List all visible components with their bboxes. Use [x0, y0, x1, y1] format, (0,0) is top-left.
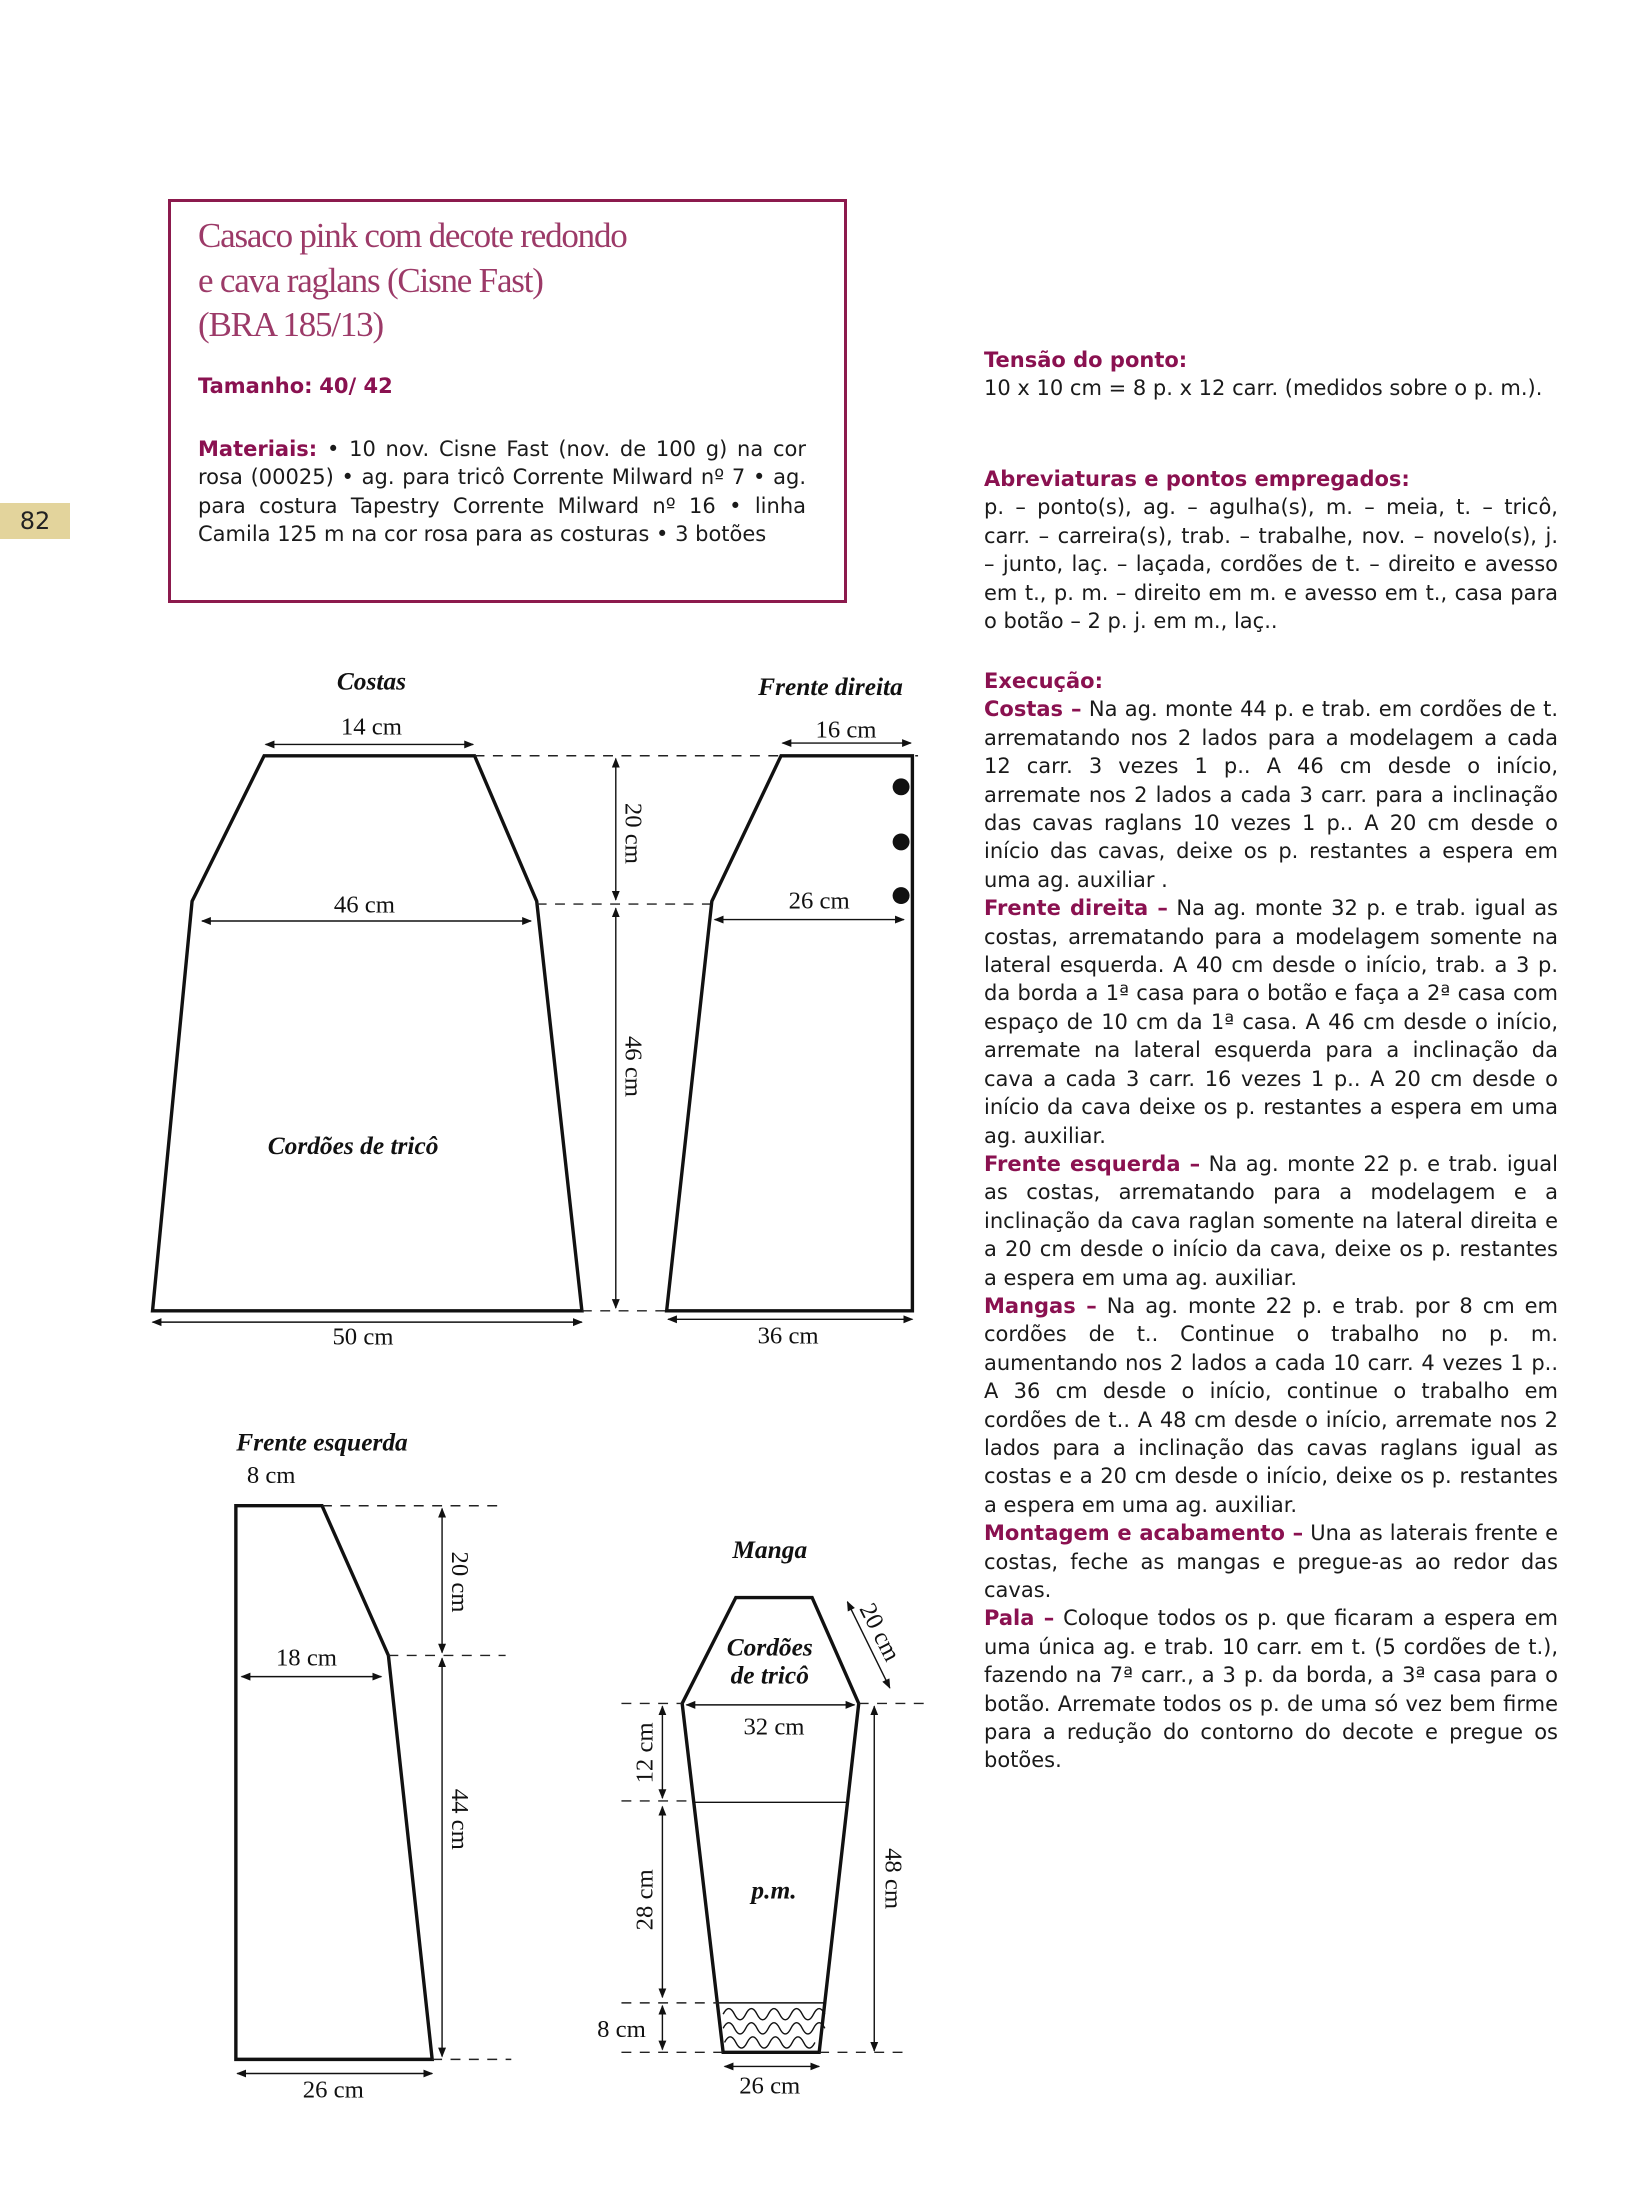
diagram-manga: [597, 1536, 925, 2099]
dim-label: 50 cm: [332, 1323, 394, 1351]
dim-label: 8 cm: [597, 2015, 646, 2043]
step-text: Na ag. monte 32 p. e trab. igual as costas, arrematando para a modelagem somente na lateral esquerda. A 40 cm desde o início, trab. a 3 p. da borda a 1ª casa para o botão e faça a 2ª casa com espaço de 10 cm da 1ª casa. A 46 cm desde o início, arremate na lateral esquerda para a inclinação da cava a cada 3 carr. 16 vezes 1 p.. A 20 cm desde o início da cava deixe os p. restantes a espera em uma ag. auxiliar.: [984, 896, 1558, 1148]
dim-label: 44 cm: [445, 1788, 473, 1850]
dim-label: 46 cm: [619, 1035, 647, 1098]
dim-label: 20 cm: [619, 802, 647, 864]
dim-label: 32 cm: [743, 1713, 805, 1741]
dim-label: 28 cm: [631, 1869, 659, 1931]
back-piece-outline: [153, 756, 582, 1311]
execution-heading: Execução:: [984, 669, 1103, 693]
title-line: e cava raglans (Cisne Fast): [198, 260, 543, 300]
dim-label: 26 cm: [788, 887, 850, 915]
tension-text: 10 x 10 cm = 8 p. x 12 carr. (medidos sobre o p. m.).: [984, 376, 1543, 401]
abbreviations-heading: Abreviaturas e pontos empregados:: [984, 467, 1410, 491]
diagram-title: Frente esquerda: [236, 1428, 408, 1457]
dim-label: 20 cm: [853, 1598, 906, 1666]
diagram-title: Costas: [336, 667, 407, 696]
size-value: 40/ 42: [319, 374, 393, 398]
dim-label: 26 cm: [302, 2076, 364, 2104]
materials-text: • 10 nov. Cisne Fast (nov. de 100 g) na cor rosa (00025) • ag. para tricô Corrente Milward nº 7 • ag. para costura Tapestry Corrente Milward nº 16 • linha Camila 125 m na cor rosa para as costuras • 3 botões: [198, 437, 806, 547]
dim-label: 12 cm: [631, 1722, 659, 1784]
dim-label: 20 cm: [445, 1551, 473, 1613]
step-text: Una as laterais frente e costas, feche as mangas e pregue-as ao redor das cavas.: [984, 1521, 1558, 1602]
title-line: Casaco pink com decote redondo: [198, 216, 627, 255]
title-line: (BRA 185/13): [198, 305, 383, 344]
diagram-frente-esquerda: [235, 1429, 511, 2104]
page-number: 82: [0, 503, 70, 539]
left-front-outline: [236, 1506, 432, 2060]
step-label: Costas –: [984, 697, 1082, 722]
diagram-title: Frente direita: [758, 673, 903, 702]
dim-label: 18 cm: [275, 1644, 338, 1672]
dim-label: 46 cm: [333, 891, 395, 919]
step-text: Coloque todos os p. que ficaram a espera em uma única ag. e trab. 10 carr. em t. (5 cordões de t.), fazendo na 7ª carr., a 3 p. da borda, a 3ª casa para o botão. Arremate todos os p. de uma só vez bem firme para a redução do contorno do decote e pregue os botões.: [984, 1606, 1558, 1773]
dim-label: 36 cm: [757, 1322, 819, 1350]
stitch-label: de tricô: [730, 1661, 809, 1690]
size-label: Tamanho:: [198, 374, 313, 398]
stitch-label: Cordões: [726, 1633, 813, 1662]
step-text: Na ag. monte 22 p. e trab. por 8 cm em cordões de t.. Continue o trabalho no p. m. aumentando nos 2 lados a cada 10 carr. 4 vezes 1 p.. A 36 cm desde o início, continue o trabalho em cordões de t.. A 48 cm desde o início, arremate nos 2 lados para a inclinação das cavas raglans igual as costas e a 20 cm desde o início, deixe os p. restantes a espera em uma ag. auxiliar.: [984, 1293, 1558, 1517]
step-label: Montagem e acabamento –: [984, 1521, 1304, 1546]
step-label: Mangas –: [984, 1293, 1097, 1318]
dim-label: 8 cm: [246, 1462, 296, 1490]
rib-pattern: [723, 2009, 825, 2049]
button-icon: [893, 778, 910, 795]
tension-heading: Tensão do ponto:: [984, 348, 1188, 372]
materials-label: Materiais:: [198, 437, 318, 461]
step-text: Na ag. monte 22 p. e trab. igual as costas, arrematando para a modelagem e a inclinação da cava raglan somente na lateral direita e a 20 cm desde o início da cava, deixe os p. restantes a espera em uma ag. auxiliar.: [984, 1151, 1559, 1290]
step-label: Frente direita –: [984, 896, 1168, 921]
abbreviations-text: p. – ponto(s), ag. – agulha(s), m. – meia, t. – tricô, carr. – carreira(s), trab. – trabalhe, nov. – novelo(s), j. – junto, laç. – laçada, cordões de t. – direito e avesso em t., p. m. – direito em m. e avesso em t., casa para o botão – 2 p. j. em m., laç..: [984, 495, 1558, 634]
dim-label: 16 cm: [815, 716, 877, 744]
dim-label: 26 cm: [739, 2072, 801, 2100]
step-label: Pala –: [984, 1606, 1055, 1631]
step-text: Na ag. monte 44 p. e trab. em cordões de t. arrematando nos 2 lados para a modelagem a cada 12 carr. 3 vezes 1 p.. A 46 cm desde o início, arremate nos 2 lados a cada 3 carr. para a inclinação das cavas raglans 10 vezes 1 p.. A 20 cm desde o início das cavas, deixe os p. restantes a espera em uma ag. auxiliar .: [984, 697, 1558, 892]
button-icon: [893, 833, 910, 850]
dim-label: 14 cm: [340, 713, 402, 741]
stitch-label: Cordões de tricô: [267, 1132, 439, 1161]
step-label: Frente esquerda –: [984, 1151, 1201, 1176]
right-front-outline: [667, 756, 913, 1311]
stitch-label: p.m.: [751, 1876, 797, 1905]
diagram-title: Manga: [732, 1535, 808, 1564]
dim-label: 48 cm: [879, 1848, 907, 1910]
diagram-frente-direita: [667, 673, 913, 1349]
button-icon: [893, 887, 910, 904]
diagram-costas: [153, 667, 919, 1350]
